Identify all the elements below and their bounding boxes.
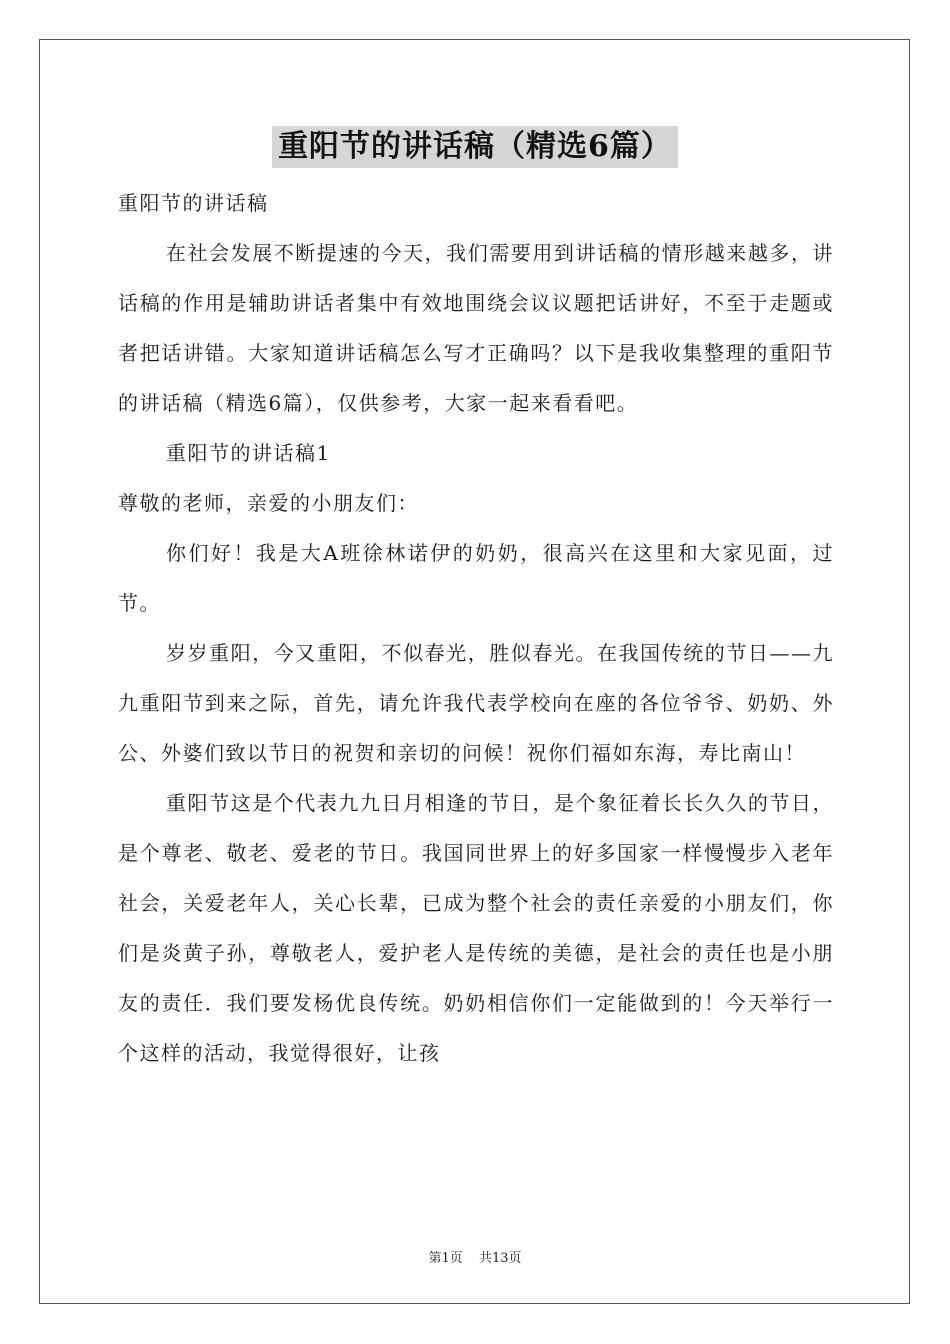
intro-paragraph: 在社会发展不断提速的今天，我们需要用到讲话稿的情形越来越多，讲话稿的作用是辅助讲话者集中有效地围绕会议议题把话讲好，不至于走题或者把话讲错。大家知道讲话稿怎么写才正确吗？以下是我收集整理的重阳节的讲话稿（精选6篇），仅供参考，大家一起来看看吧。 (118, 241, 834, 415)
body-paragraph: 重阳节这是个代表九九日月相逢的节日，是个象征着长长久久的节日，是个尊老、敬老、爱老的节日。我国同世界上的好多国家一样慢慢步入老年社会，关爱老年人，关心长辈，已成为整个社会的责任亲爱的小朋友们，你们是炎黄子孙，尊敬老人，爱护老人是传统的美德，是社会的责任也是小朋友的责任．我们要发杨优良传统。奶奶相信你们一定能做到的！今天举行一个这样的活动，我觉得很好，让孩 (118, 791, 834, 1065)
document-title: 重阳节的讲话稿（精选6篇） (272, 126, 678, 168)
page-footer (0, 1247, 950, 1266)
section-heading: 重阳节的讲话稿1 (166, 441, 331, 465)
salutation-paragraph: 尊敬的老师，亲爱的小朋友们： (118, 491, 419, 515)
body-paragraph: 你们好！我是大A班徐林诺伊的奶奶，很高兴在这里和大家见面，过节。 (118, 541, 834, 615)
page-number-current: 第1页 (428, 1251, 463, 1266)
title-container (0, 126, 950, 168)
document-body (118, 178, 834, 1078)
subtitle-paragraph: 重阳节的讲话稿 (118, 191, 269, 215)
page-number-total: 共13页 (478, 1251, 522, 1266)
body-paragraph: 岁岁重阳，今又重阳，不似春光，胜似春光。在我国传统的节日——九九重阳节到来之际，首先，请允许我代表学校向在座的各位爷爷、奶奶、外公、外婆们致以节日的祝贺和亲切的问候！祝你们福如东海，寿比南山！ (118, 641, 834, 765)
